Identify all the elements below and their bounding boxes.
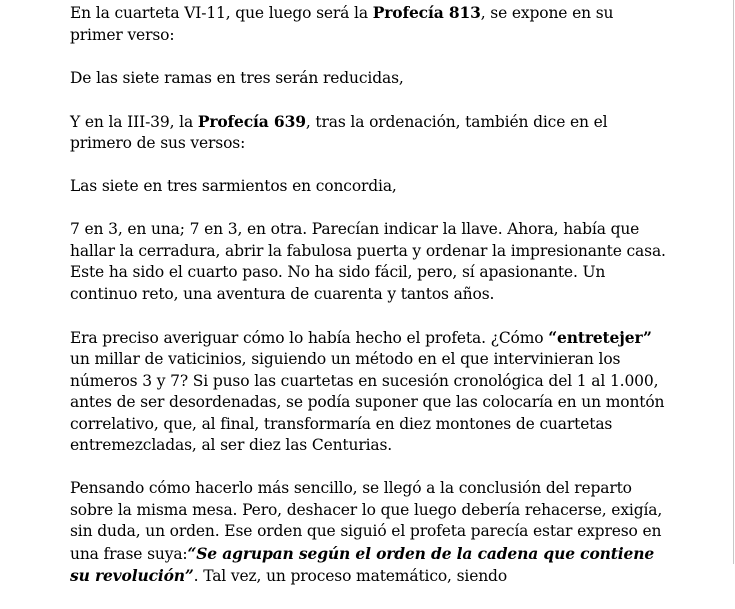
paragraph-text: En la cuarteta VI-11, que luego será la [70,4,373,22]
paragraph-text: , tras la ordenación, también dice en el primero de sus versos: [70,112,608,152]
paragraph-reparto-mesa [70,478,670,588]
paragraph-text: un millar de vaticinios, siguiendo un método en el que intervinieran los números 3 y 7? Si puso las cuartetas en sucesión cronológica del 1 al 1.000, antes de ser desordenadas, se podía suponer que las colocaría en un montón correlativo, que, al final, transformaría en diez montones de cuartetas entremezcladas, al ser diez las Centurias. [70,350,665,454]
quote-cadena-revolucion: “Se agrupan según el orden de la cadena que contiene su revolución” [70,543,655,585]
paragraph-entretejer [70,327,670,457]
paragraph-text: Era preciso averiguar cómo lo había hecho el profeta. ¿Cómo [70,328,549,347]
paragraph-cuarteta-vi-11 [70,2,670,46]
paragraph-text: . Tal vez, un proceso matemático, siendo [193,567,508,585]
paragraph-iii-39 [70,111,670,155]
verse-siete-ramas: De las siete ramas en tres serán reducidas, [70,68,404,87]
profecia-639-bold: Profecía 639 [197,111,306,131]
paragraph-text: Y en la III-39, la [70,112,198,131]
paragraph-text: Pensando cómo hacerlo más sencillo, se llegó a la conclusión del reparto sobre la misma mesa. Pero, deshacer lo que luego debería rehacerse, exigía, sin duda, un orden. Ese orden que siguió el profeta parecía estar expreso en una frase suya: [70,479,663,563]
paragraph-text: , se expone en su primer verso: [70,4,614,44]
paragraph-llave-cerradura: 7 en 3, en una; 7 en 3, en otra. Parecían indicar la llave. Ahora, había que hallar la cerradura, abrir la fabulosa puerta y ordenar la impresionante casa. Este ha sido el cuarto paso. No ha sido fácil, pero, sí apasionante. Un continuo reto, una aventura de cuarenta y tantos años. [70,220,666,303]
entretejer-bold: “entretejer” [548,327,652,347]
document-body [70,2,670,609]
profecia-813-bold: Profecía 813 [372,3,481,22]
verse-siete-sarmientos: Las siete en tres sarmientos en concordia, [70,177,397,195]
